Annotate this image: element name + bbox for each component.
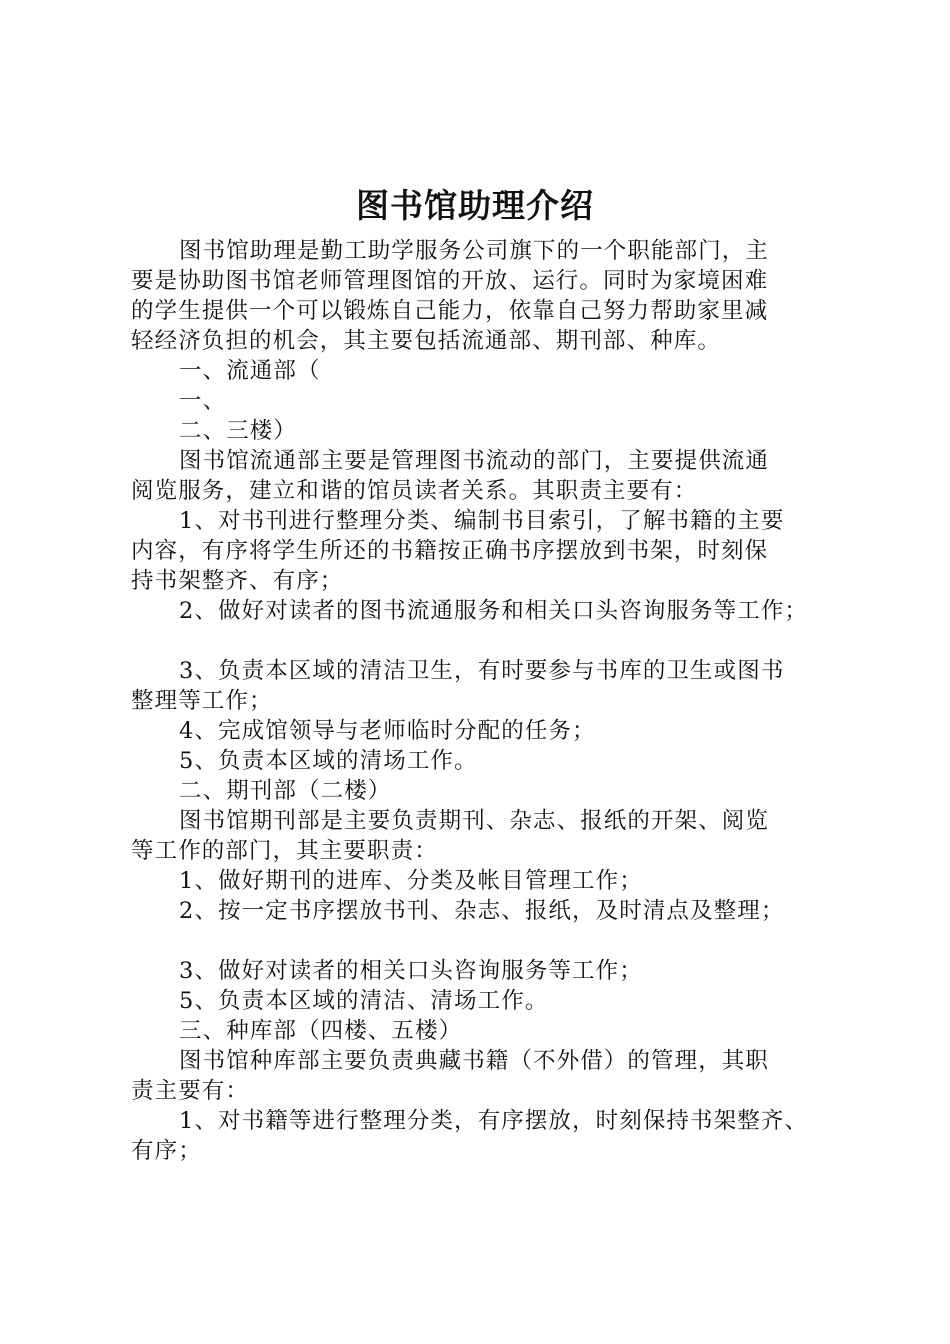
list-item: 1、做好期刊的进库、分类及帐目管理工作； bbox=[179, 868, 643, 894]
document-body bbox=[131, 236, 851, 1166]
paragraph-line: 图书馆期刊部是主要负责期刊、杂志、报纸的开架、阅览 bbox=[179, 808, 770, 834]
list-item: 1、对书籍等进行整理分类，有序摆放，时刻保持书架整齐、 bbox=[179, 1108, 809, 1134]
list-item: 3、做好对读者的相关口头咨询服务等工作； bbox=[179, 958, 643, 984]
document-title: 图书馆助理介绍 bbox=[356, 186, 594, 225]
list-item: 4、完成馆领导与老师临时分配的任务； bbox=[179, 718, 596, 744]
paragraph-line: 要是协助图书馆老师管理图馆的开放、运行。同时为家境困难 bbox=[131, 268, 769, 294]
blank-line bbox=[131, 626, 851, 656]
paragraph-line: 等工作的部门，其主要职责： bbox=[131, 838, 438, 864]
list-item: 2、做好对读者的图书流通服务和相关口头咨询服务等工作； bbox=[179, 598, 809, 624]
section-heading: 一、 bbox=[179, 388, 227, 414]
list-item: 2、按一定书序摆放书刊、杂志、报纸，及时清点及整理； bbox=[179, 898, 785, 924]
section-heading: 二、三楼） bbox=[179, 418, 298, 444]
paragraph-line: 内容，有序将学生所还的书籍按正确书序摆放到书架，时刻保 bbox=[131, 538, 769, 564]
paragraph-line: 有序； bbox=[131, 1138, 202, 1164]
list-item: 1、对书刊进行整理分类、编制书目索引，了解书籍的主要 bbox=[179, 508, 785, 534]
paragraph-line: 图书馆流通部主要是管理图书流动的部门，主要提供流通 bbox=[179, 448, 770, 474]
section-heading: 一、流通部（ bbox=[179, 358, 321, 384]
paragraph-line: 持书架整齐、有序； bbox=[131, 568, 344, 594]
blank-line bbox=[131, 926, 851, 956]
paragraph-line: 图书馆助理是勤工助学服务公司旗下的一个职能部门，主 bbox=[179, 238, 770, 264]
list-item: 3、负责本区域的清洁卫生，有时要参与书库的卫生或图书 bbox=[179, 658, 785, 684]
paragraph-line: 整理等工作； bbox=[131, 688, 273, 714]
list-item: 5、负责本区域的清场工作。 bbox=[179, 748, 478, 774]
paragraph-line: 轻经济负担的机会，其主要包括流通部、期刊部、种库。 bbox=[131, 328, 722, 354]
paragraph-line: 的学生提供一个可以锻炼自己能力，依靠自己努力帮助家里减 bbox=[131, 298, 769, 324]
paragraph-line: 阅览服务，建立和谐的馆员读者关系。其职责主要有： bbox=[131, 478, 698, 504]
list-item: 5、负责本区域的清洁、清场工作。 bbox=[179, 988, 549, 1014]
section-heading: 三、种库部（四楼、五楼） bbox=[179, 1018, 463, 1044]
paragraph-line: 图书馆种库部主要负责典藏书籍（不外借）的管理，其职 bbox=[179, 1048, 770, 1074]
section-heading: 二、期刊部（二楼） bbox=[179, 778, 392, 804]
paragraph-line: 责主要有： bbox=[131, 1078, 250, 1104]
